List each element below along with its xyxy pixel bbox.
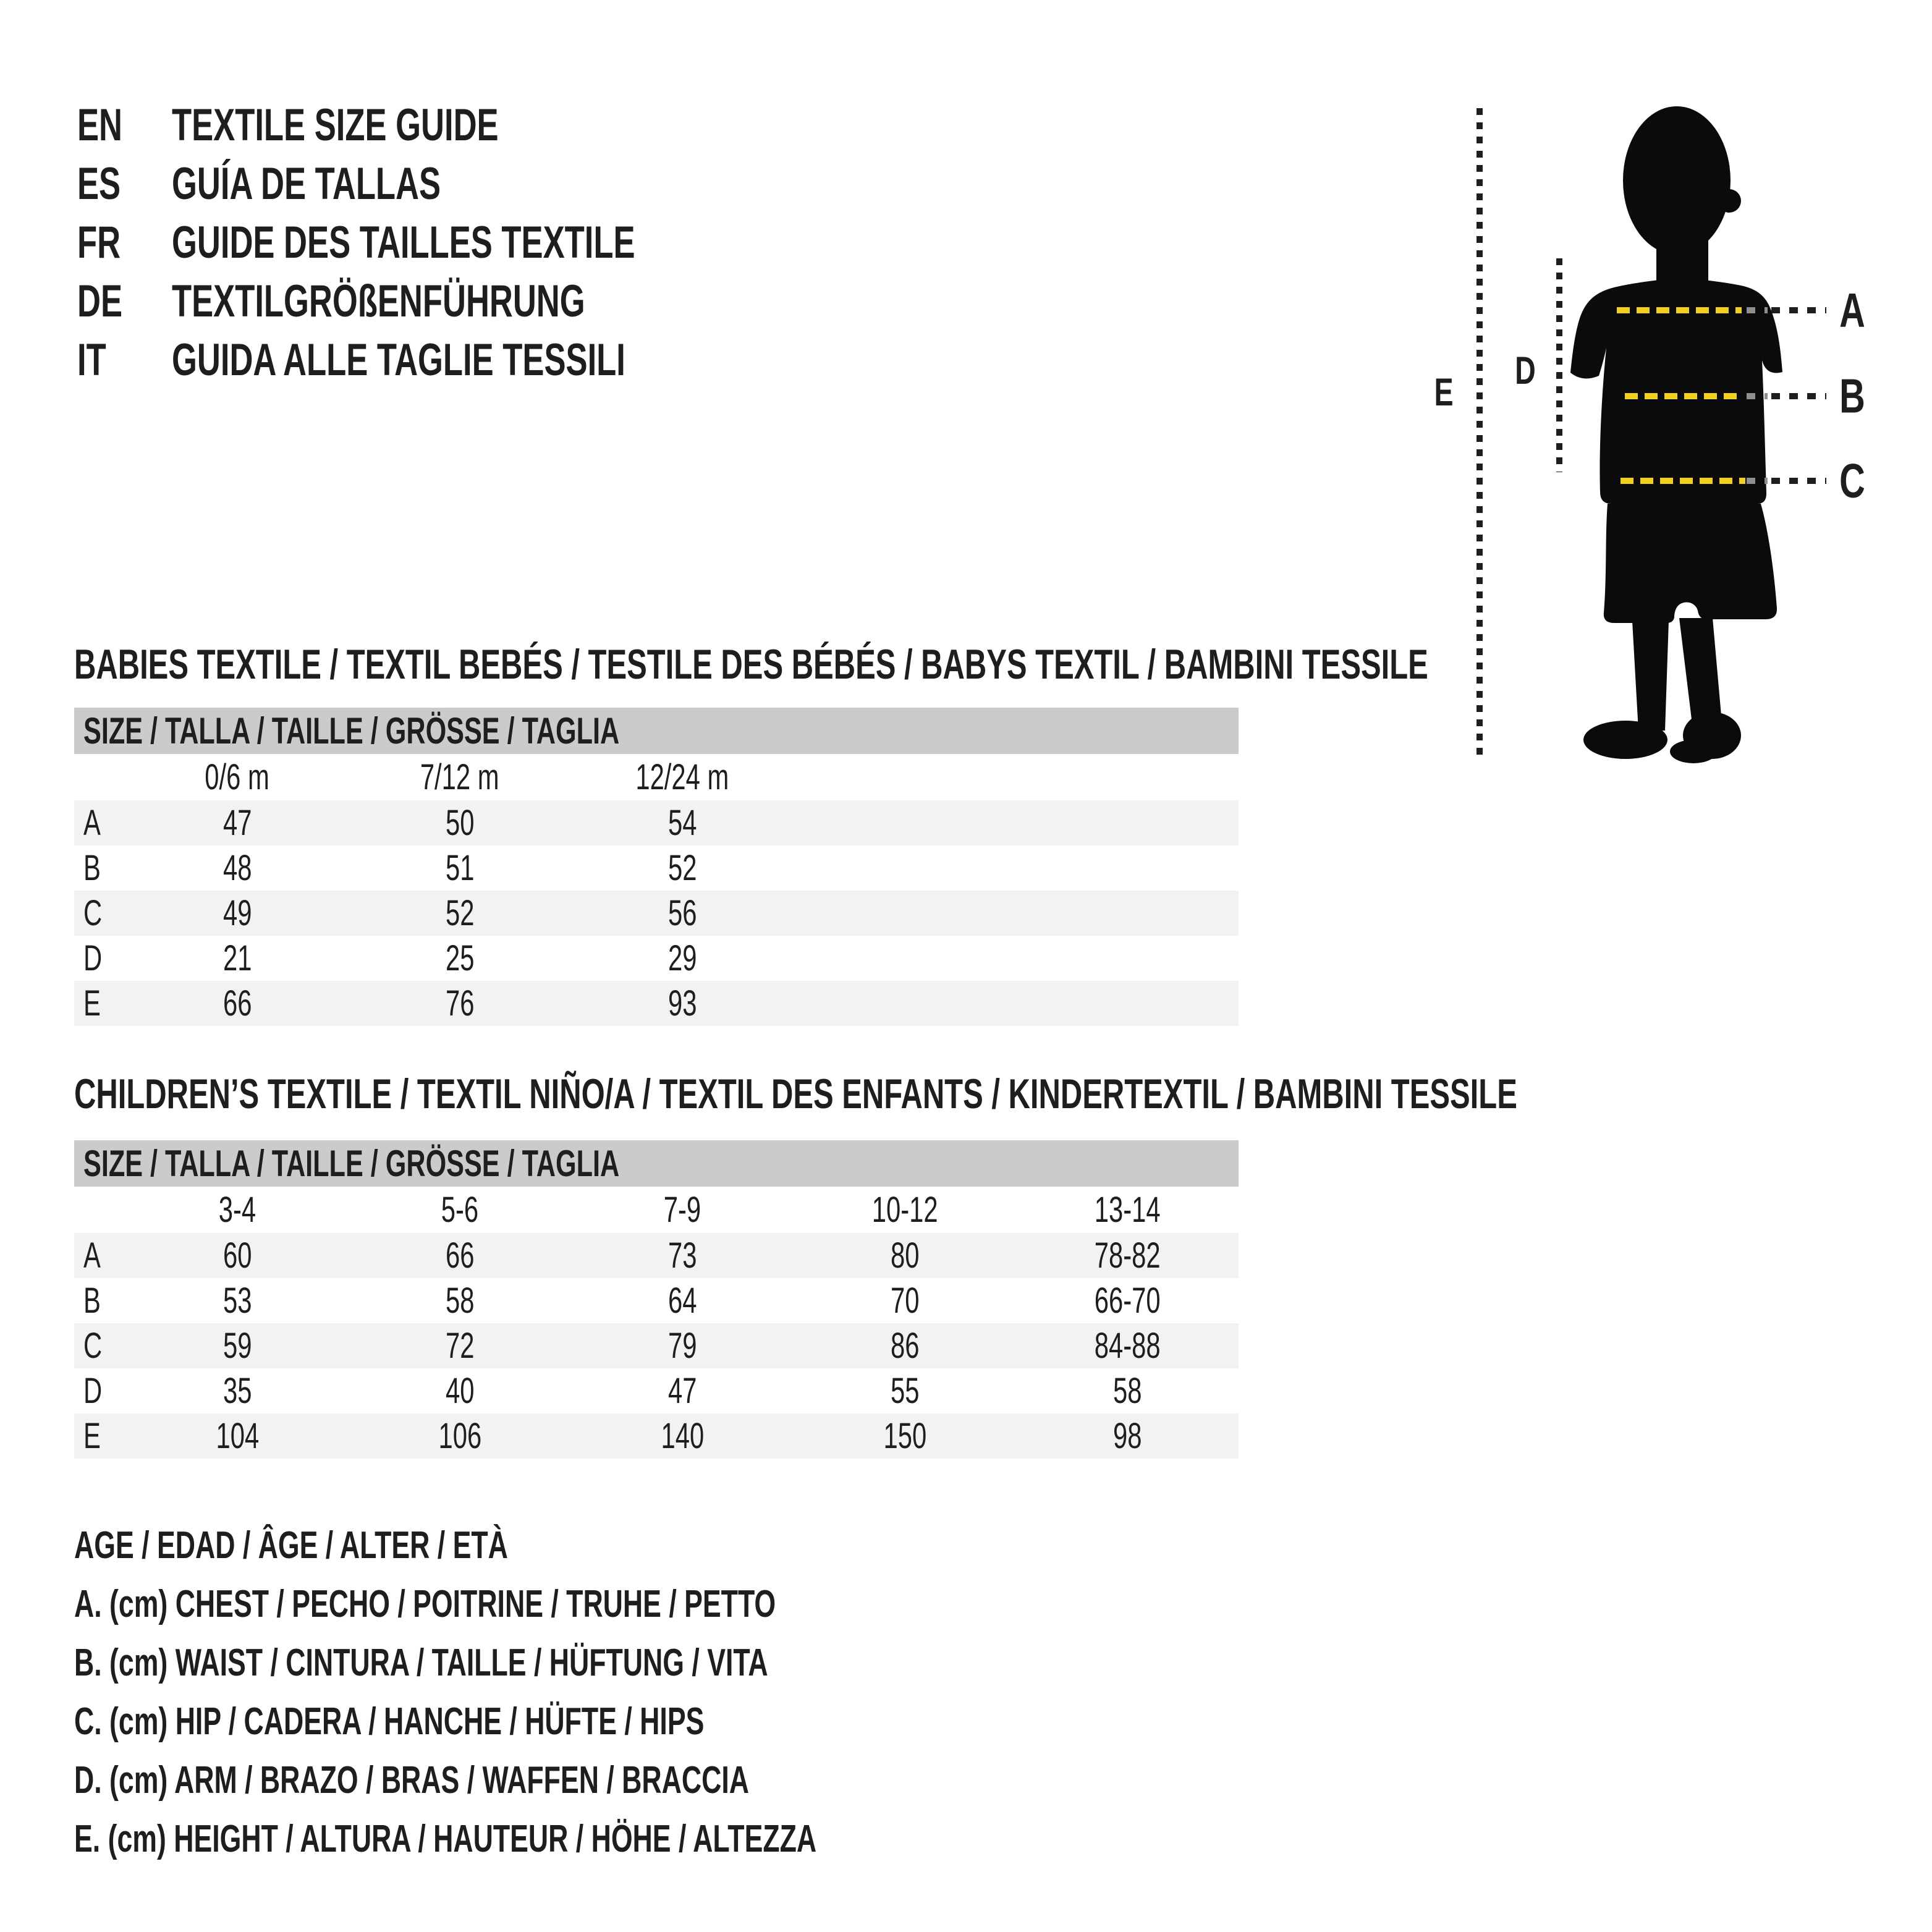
language-code-list (77, 96, 140, 389)
column-header: 7/12 m (420, 757, 499, 797)
table-cell: 104 (216, 1416, 259, 1456)
legend-height: E. (cm) HEIGHT / ALTURA / HAUTEUR / HÖHE / ALTEZZA (74, 1818, 817, 1860)
guide-title-fr: GUIDE DES TAILLES TEXTILE (172, 218, 635, 268)
table-cell: 98 (1112, 1416, 1142, 1456)
legend-hip: C. (cm) HIP / CADERA / HANCHE / HÜFTE / HIPS (74, 1700, 705, 1743)
table-cell: 47 (667, 1371, 697, 1411)
table-cell: 80 (890, 1235, 920, 1276)
table-row (74, 1323, 1239, 1368)
column-header: 13-14 (1094, 1190, 1161, 1230)
table-cell: 55 (890, 1371, 920, 1411)
row-label: A (83, 803, 101, 843)
legend-arm: D. (cm) ARM / BRAZO / BRAS / WAFFEN / BRACCIA (74, 1759, 750, 1802)
table-cell: 73 (667, 1235, 697, 1276)
table-row (74, 1368, 1239, 1413)
row-label: E (83, 1416, 101, 1456)
label-arm-d: D (1515, 349, 1536, 392)
table-cell: 78-82 (1094, 1235, 1161, 1276)
table-cell: 59 (222, 1326, 252, 1366)
table-cell: 106 (438, 1416, 481, 1456)
table-cell (1016, 981, 1239, 1026)
babies-size-table (74, 708, 1239, 1026)
label-waist-b: B (1839, 368, 1865, 423)
table-cell (1016, 891, 1239, 936)
row-label: D (83, 1371, 103, 1411)
table-cell: 76 (445, 983, 475, 1023)
table-cell (794, 981, 1016, 1026)
table-cell: 49 (222, 893, 252, 933)
column-header-row (74, 754, 1239, 800)
label-hip-c: C (1839, 453, 1865, 508)
column-header: 5-6 (441, 1190, 479, 1230)
column-header-row (74, 1187, 1239, 1233)
table-cell (794, 936, 1016, 981)
language-title-list (172, 96, 815, 389)
table-row (74, 1413, 1239, 1459)
column-header (1016, 754, 1239, 800)
table-cell: 58 (1112, 1371, 1142, 1411)
babies-table-title: BABIES TEXTILE / TEXTIL BEBÉS / TESTILE DES BÉBÉS / BABYS TEXTIL / BAMBINI TESSILE (74, 641, 1428, 688)
corner-cell (74, 754, 126, 800)
table-cell: 93 (667, 983, 697, 1023)
language-code: EN (77, 100, 123, 150)
table-cell: 47 (222, 803, 252, 843)
table-row (74, 936, 1239, 981)
table-cell: 66 (222, 983, 252, 1023)
table-cell: 21 (222, 938, 252, 978)
table-cell: 150 (883, 1416, 926, 1456)
table-cell: 48 (222, 848, 252, 888)
table-cell: 40 (445, 1371, 475, 1411)
table-cell: 86 (890, 1326, 920, 1366)
table-cell: 70 (890, 1281, 920, 1321)
column-header: 10-12 (871, 1190, 938, 1230)
column-header: 3-4 (218, 1190, 256, 1230)
column-header: 0/6 m (205, 757, 270, 797)
table-cell: 84-88 (1094, 1326, 1161, 1366)
table-cell (1016, 800, 1239, 845)
table-cell: 66-70 (1094, 1281, 1161, 1321)
row-label: E (83, 983, 101, 1023)
guide-title-de: TEXTILGRÖßENFÜHRUNG (172, 276, 585, 326)
table-cell: 58 (445, 1281, 475, 1321)
table-cell: 140 (661, 1416, 704, 1456)
measurement-legend (74, 1516, 1105, 1868)
table-cell: 29 (667, 938, 697, 978)
children-table-title: CHILDREN’S TEXTILE / TEXTIL NIÑO/A / TEXTIL DES ENFANTS / KINDERTEXTIL / BAMBINI TESSILE (74, 1070, 1517, 1117)
legend-age: AGE / EDAD / ÂGE / ALTER / ETÀ (74, 1524, 508, 1567)
label-chest-a: A (1839, 282, 1865, 337)
table-cell: 50 (445, 803, 475, 843)
legend-chest: A. (cm) CHEST / PECHO / POITRINE / TRUHE / PETTO (74, 1583, 776, 1625)
table-row (74, 891, 1239, 936)
row-label: A (83, 1235, 101, 1276)
table-cell: 52 (667, 848, 697, 888)
row-label: D (83, 938, 103, 978)
table-cell: 25 (445, 938, 475, 978)
table-cell: 60 (222, 1235, 252, 1276)
children-size-table (74, 1140, 1239, 1459)
language-code: IT (77, 335, 106, 385)
table-cell: 79 (667, 1326, 697, 1366)
row-label: C (83, 893, 103, 933)
table-row (74, 1233, 1239, 1278)
table-row (74, 800, 1239, 845)
table-cell (1016, 936, 1239, 981)
row-label: C (83, 1326, 103, 1366)
table-cell: 66 (445, 1235, 475, 1276)
table-cell: 52 (445, 893, 475, 933)
table-row (74, 845, 1239, 891)
corner-cell (74, 1187, 126, 1233)
table-cell (794, 800, 1016, 845)
table-cell: 72 (445, 1326, 475, 1366)
row-label: B (83, 848, 101, 888)
table-row (74, 1278, 1239, 1323)
table-cell: 64 (667, 1281, 697, 1321)
size-header-bar: SIZE / TALLA / TAILLE / GRÖSSE / TAGLIA (74, 1140, 1239, 1187)
table-cell: 35 (222, 1371, 252, 1411)
legend-waist: B. (cm) WAIST / CINTURA / TAILLE / HÜFTUNG / VITA (74, 1642, 768, 1684)
guide-title-es: GUÍA DE TALLAS (172, 159, 441, 209)
guide-title-en: TEXTILE SIZE GUIDE (172, 100, 499, 150)
column-header: 12/24 m (635, 757, 729, 797)
guide-title-it: GUIDA ALLE TAGLIE TESSILI (172, 335, 625, 385)
table-cell: 53 (222, 1281, 252, 1321)
language-code: DE (77, 276, 123, 326)
language-code: ES (77, 159, 121, 209)
size-header-bar: SIZE / TALLA / TAILLE / GRÖSSE / TAGLIA (74, 708, 1239, 754)
row-label: B (83, 1281, 101, 1321)
table-cell (794, 845, 1016, 891)
table-cell: 51 (445, 848, 475, 888)
label-height-e: E (1434, 371, 1454, 414)
table-cell (1016, 845, 1239, 891)
column-header: 7-9 (663, 1190, 701, 1230)
table-row (74, 981, 1239, 1026)
table-cell: 54 (667, 803, 697, 843)
table-cell (794, 891, 1016, 936)
language-code: FR (77, 218, 121, 268)
table-cell: 56 (667, 893, 697, 933)
column-header (794, 754, 1016, 800)
